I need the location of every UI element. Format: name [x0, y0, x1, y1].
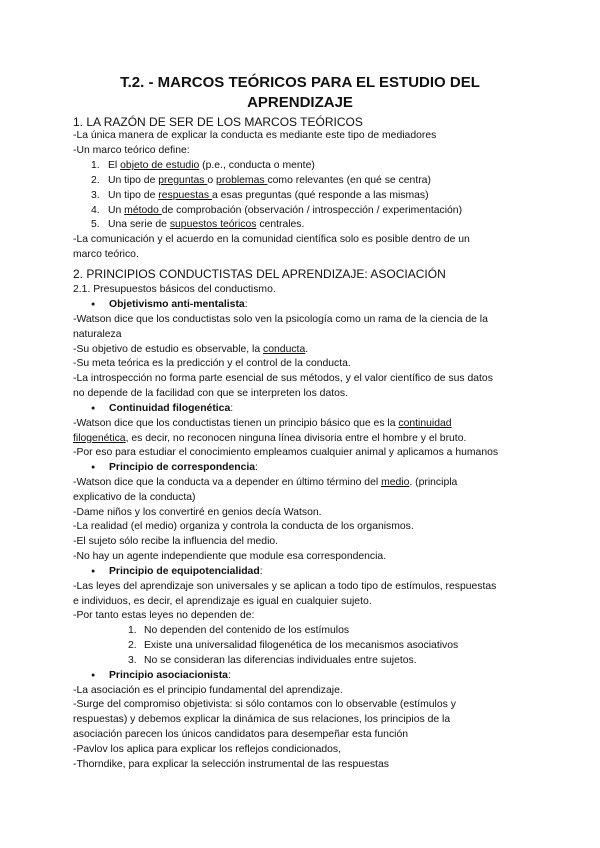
list-text: No dependen del contenido de los estímulos [144, 625, 350, 636]
list-text: Una serie de supuestos teóricos centrales. [108, 219, 305, 230]
paragraph: -Por tanto estas leyes no dependen de: [73, 610, 255, 621]
bullet-title: Continuidad filogenética [109, 403, 231, 414]
list-item [91, 189, 429, 204]
list-text: Un método de comprobación (observación / introspección / experimentación) [108, 205, 463, 216]
list-item [91, 204, 463, 219]
list-text: El objeto de estudio (p.e., conducta o mente) [108, 160, 315, 171]
paragraph: -Su objetivo de estudio es observable, la conducta. [73, 344, 309, 355]
bullet-title: Principio de correspondencia [109, 462, 256, 473]
paragraph: -Watson dice que los conductistas solo ven la psicología como un rama de la ciencia de la [73, 314, 488, 325]
paragraph: -La realidad (el medio) organiza y controla la conducta de los organismos. [73, 521, 414, 532]
bullet-item: ● Principio de equipotencialidad: [91, 565, 263, 580]
paragraph: -Un marco teórico define: [73, 145, 190, 156]
paragraph: explicativo de la conducta) [73, 492, 196, 503]
section-1-heading: 1. LA RAZÓN DE SER DE LOS MARCOS TEÓRICOS [73, 115, 363, 129]
paragraph: -Surge del compromiso objetivista: si sólo contamos con lo observable (estímulos y [73, 699, 456, 710]
paragraph: -Su meta teórica es la predicción y el control de la conducta. [73, 358, 351, 369]
paragraph: -La introspección no forma parte esencial de sus métodos, y el valor científico de sus datos [73, 373, 493, 384]
paragraph: -Dame niños y los convertiré en genios decía Watson. [73, 507, 322, 518]
list-number: 1. [91, 160, 100, 171]
list-item [128, 624, 350, 639]
list-text: No se consideran las diferencias individuales entre sujetos. [144, 655, 417, 666]
list-number: 3. [91, 190, 100, 201]
list-item [128, 639, 459, 654]
paragraph: -No hay un agente independiente que module esa correspondencia. [73, 551, 387, 562]
list-number: 5. [91, 219, 100, 230]
list-item [91, 159, 315, 174]
paragraph: no depende de la facilidad con que se interpreten los datos. [73, 388, 348, 399]
subsection-heading: 2.1. Presupuestos básicos del conductismo. [73, 284, 276, 295]
list-item [91, 174, 431, 189]
paragraph: filogenética, es decir, no reconocen ninguna línea divisoria entre el hombre y el bruto. [73, 433, 467, 444]
list-number: 2. [91, 175, 100, 186]
paragraph: marco teórico. [73, 249, 139, 260]
paragraph: e individuos, es decir, el aprendizaje es igual en cualquier sujeto. [73, 596, 372, 607]
bullet-item: ● Objetivismo anti-mentalista: [91, 298, 248, 313]
list-text: Un tipo de respuestas a esas preguntas (qué responde a las mismas) [108, 190, 429, 201]
paragraph: respuestas) y debemos explicar la dinámica de sus relaciones, los principios de la [73, 714, 451, 725]
bullet-title: Principio asociacionista [109, 670, 228, 681]
paragraph: -Las leyes del aprendizaje son universales y se aplican a todo tipo de estímulos, respuestas [73, 581, 497, 592]
paragraph: -El sujeto sólo recibe la influencia del medio. [73, 536, 279, 547]
list-text: Existe una universalidad filogenética de los mecanismos asociativos [144, 640, 459, 651]
paragraph: -Pavlov los aplica para explicar los reflejos condicionados, [73, 744, 341, 755]
list-text: Un tipo de preguntas o problemas como relevantes (en qué se centra) [108, 175, 431, 186]
list-item [91, 218, 305, 233]
list-number: 4. [91, 205, 100, 216]
bullet-item: ● Continuidad filogenética: [91, 402, 233, 417]
paragraph: -Watson dice que la conducta va a depender en último término del medio. (principla [73, 477, 458, 488]
list-item [128, 654, 417, 669]
bullet-item: ● Principio de correspondencia: [91, 461, 258, 476]
list-number: 3. [128, 655, 137, 666]
bullet-item: ● Principio asociacionista: [91, 669, 231, 684]
paragraph: asociación parecen los únicos candidatos para desempeñar esta función [73, 729, 409, 740]
list-number: 1. [128, 625, 137, 636]
bullet-title: Principio de equipotencialidad [109, 566, 260, 577]
paragraph: -La única manera de explicar la conducta es mediante este tipo de mediadores [73, 130, 437, 141]
document-title-line-2: APRENDIZAJE [247, 94, 353, 111]
paragraph: -Thorndike, para explicar la selección instrumental de las respuestas [73, 759, 389, 770]
bullet-title: Objetivismo anti-mentalista [109, 299, 245, 310]
paragraph: -La asociación es el principio fundamental del aprendizaje. [73, 685, 343, 696]
paragraph: -Watson dice que los conductistas tienen un principio básico que es la continuidad [73, 418, 452, 429]
section-2-heading: 2. PRINCIPIOS CONDUCTISTAS DEL APRENDIZAJE: ASOCIACIÓN [73, 267, 446, 281]
paragraph: -Por eso para estudiar el conocimiento empleamos cualquier animal y aplicamos a humanos [73, 447, 499, 458]
document-title-line-1: T.2. - MARCOS TEÓRICOS PARA EL ESTUDIO DEL [120, 74, 480, 91]
list-number: 2. [128, 640, 137, 651]
paragraph: naturaleza [73, 329, 122, 340]
paragraph: -La comunicación y el acuerdo en la comunidad científica solo es posible dentro de un [73, 234, 470, 245]
